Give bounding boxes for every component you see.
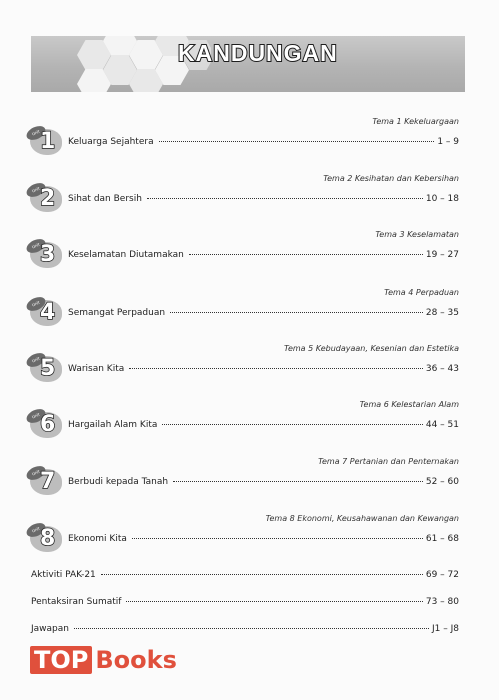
- unit-badge-caption: Unit: [24, 406, 47, 425]
- unit-title: Sihat dan Bersih: [68, 194, 142, 204]
- dot-leader: [132, 538, 423, 539]
- unit-badge-caption: Unit: [24, 294, 47, 313]
- dot-leader: [173, 481, 423, 482]
- unit-badge-caption: Unit: [24, 350, 47, 369]
- unit-theme: Tema 3 Keselamatan: [375, 230, 459, 239]
- unit-badge-caption: Unit: [24, 463, 47, 482]
- topbooks-logo: [30, 646, 177, 674]
- page-range: 36 – 43: [425, 364, 459, 374]
- toc-row: [68, 477, 459, 487]
- unit-entry: [0, 288, 499, 333]
- unit-badge: [26, 467, 62, 493]
- unit-theme: Tema 8 Ekonomi, Keusahawanan dan Kewangan: [265, 514, 459, 523]
- unit-entry: [0, 117, 499, 162]
- page-title: KANDUNGAN: [178, 40, 338, 66]
- dot-leader: [126, 601, 422, 602]
- unit-theme: Tema 1 Kekeluargaan: [372, 117, 459, 126]
- page-range: 61 – 68: [425, 534, 459, 544]
- unit-title: Warisan Kita: [68, 364, 125, 374]
- unit-theme: Tema 2 Kesihatan dan Kebersihan: [323, 174, 459, 183]
- logo-books-text: Books: [95, 646, 177, 674]
- unit-theme: Tema 4 Perpaduan: [384, 288, 459, 297]
- toc-row: [68, 194, 459, 204]
- unit-entry: [0, 174, 499, 219]
- dot-leader: [129, 368, 423, 369]
- dot-leader: [189, 254, 423, 255]
- unit-title: Berbudi kepada Tanah: [68, 477, 169, 487]
- toc-row: [68, 137, 459, 147]
- toc-row: [68, 420, 459, 430]
- unit-number: 5: [40, 356, 56, 381]
- unit-entry: [0, 457, 499, 502]
- page-range: 19 – 27: [425, 250, 459, 260]
- page-range: 73 – 80: [425, 597, 459, 607]
- extra-entry: [31, 597, 459, 607]
- unit-theme: Tema 5 Kebudayaan, Kesenian dan Estetika: [284, 344, 459, 353]
- page-range: 44 – 51: [425, 420, 459, 430]
- unit-badge-caption: Unit: [24, 236, 47, 255]
- unit-number: 4: [40, 300, 56, 325]
- extra-entry: [31, 624, 459, 634]
- unit-entry: [0, 230, 499, 275]
- page-range: 1 – 9: [437, 137, 459, 147]
- unit-title: Semangat Perpaduan: [68, 308, 166, 318]
- unit-badge: [26, 240, 62, 266]
- unit-title: Ekonomi Kita: [68, 534, 127, 544]
- unit-badge: [26, 354, 62, 380]
- extra-title: Aktiviti PAK-21: [31, 570, 96, 580]
- unit-number: 7: [40, 469, 56, 494]
- toc-row: [68, 534, 459, 544]
- unit-badge: [26, 524, 62, 550]
- unit-badge-caption: Unit: [24, 180, 47, 199]
- page-range: 28 – 35: [425, 308, 459, 318]
- dot-leader: [74, 628, 429, 629]
- unit-number: 8: [40, 526, 56, 551]
- logo-top-text: TOP: [30, 646, 92, 674]
- dot-leader: [159, 141, 435, 142]
- unit-badge: [26, 184, 62, 210]
- unit-entry: [0, 514, 499, 559]
- unit-badge: [26, 298, 62, 324]
- unit-theme: Tema 7 Pertanian dan Penternakan: [318, 457, 459, 466]
- toc-row: [68, 364, 459, 374]
- unit-theme: Tema 6 Kelestarian Alam: [359, 400, 459, 409]
- dot-leader: [162, 424, 422, 425]
- unit-entry: [0, 400, 499, 445]
- dot-leader: [170, 312, 423, 313]
- page-range: J1 – J8: [432, 624, 459, 634]
- unit-title: Keluarga Sejahtera: [68, 137, 154, 147]
- unit-number: 6: [40, 412, 56, 437]
- page-range: 52 – 60: [425, 477, 459, 487]
- unit-title: Hargailah Alam Kita: [68, 420, 158, 430]
- unit-number: 1: [40, 129, 56, 154]
- unit-entry: [0, 344, 499, 389]
- unit-badge-caption: Unit: [24, 520, 47, 539]
- unit-title: Keselamatan Diutamakan: [68, 250, 184, 260]
- dot-leader: [147, 198, 423, 199]
- unit-badge: [26, 410, 62, 436]
- toc-row: [68, 308, 459, 318]
- unit-number: 3: [40, 242, 56, 267]
- unit-number: 2: [40, 186, 56, 211]
- extra-entry: [31, 570, 459, 580]
- extra-title: Pentaksiran Sumatif: [31, 597, 122, 607]
- toc-row: [68, 250, 459, 260]
- unit-badge-caption: Unit: [24, 123, 47, 142]
- extra-title: Jawapan: [31, 624, 69, 634]
- unit-badge: [26, 127, 62, 153]
- dot-leader: [101, 574, 423, 575]
- page-range: 69 – 72: [425, 570, 459, 580]
- page-range: 10 – 18: [425, 194, 459, 204]
